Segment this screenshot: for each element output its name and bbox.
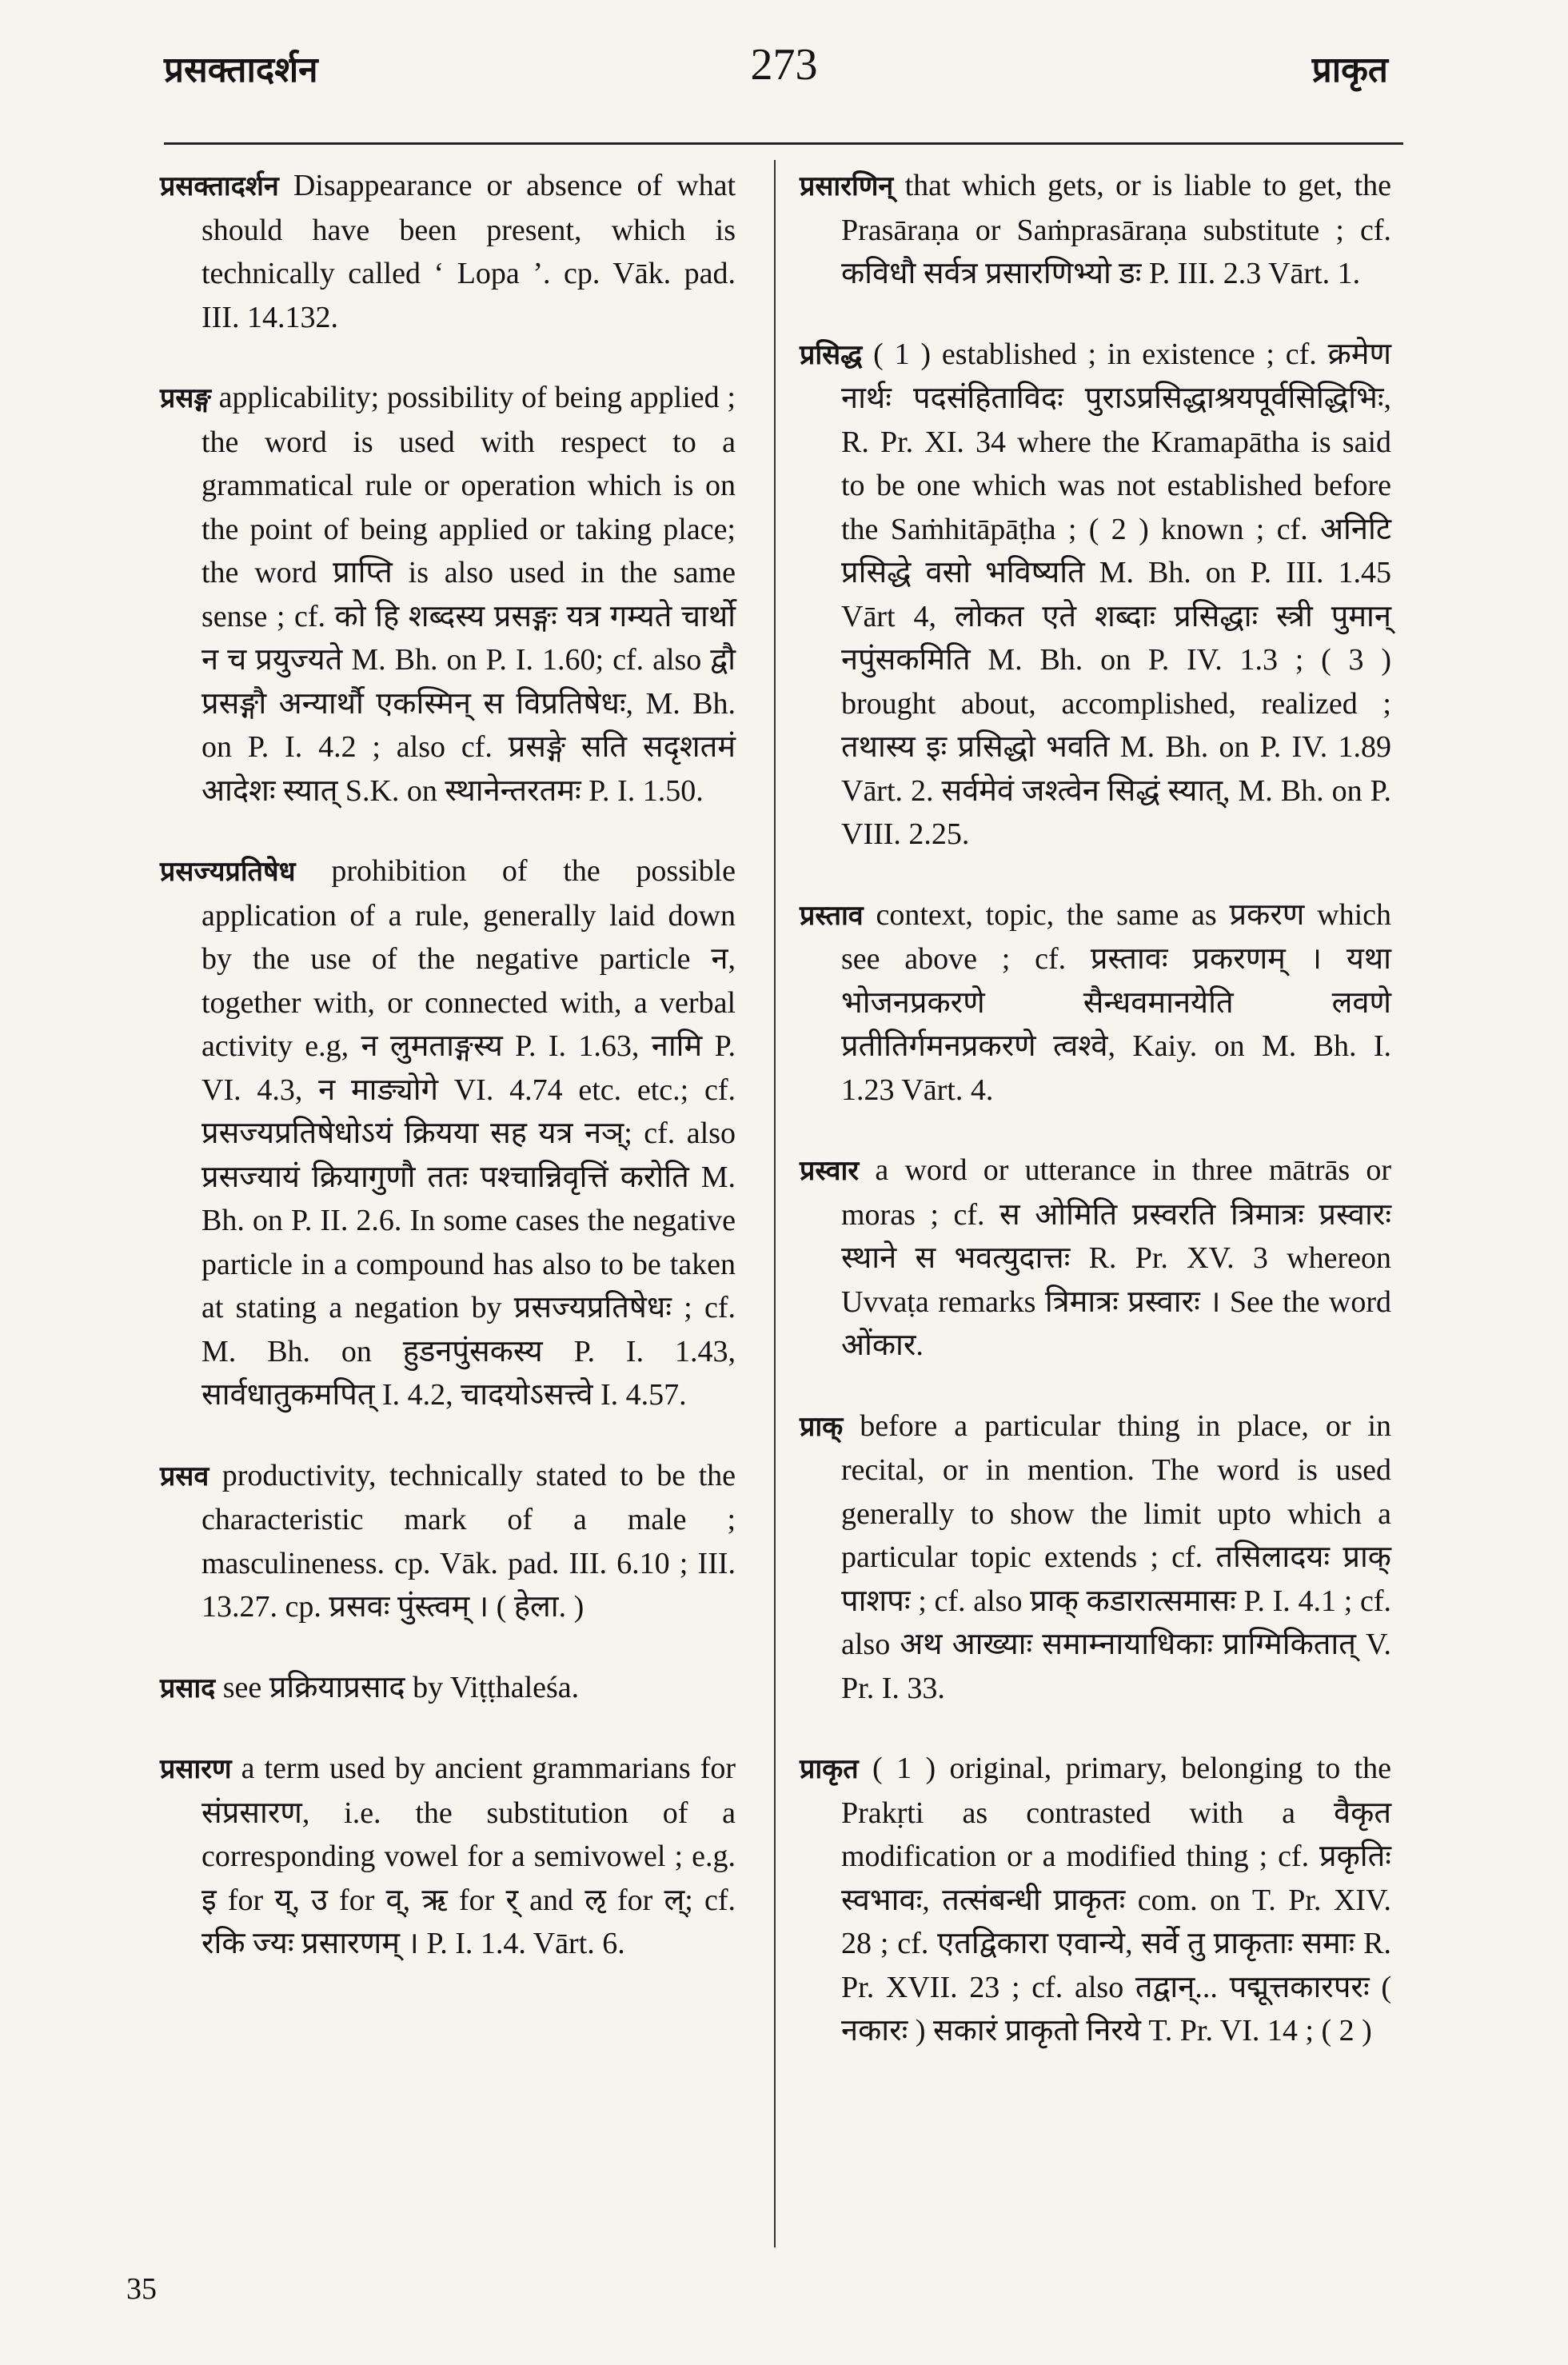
entry-definition: a term used by ancient grammarians for संप्रसारण, i.e. the substitution of a corresponding vowel for a semivowel ; e.g. इ for य्, उ for व्, ऋ for र् and ऌ for ल्; cf. रकि ज्यः प्रसारणम् । P. I. 1.4. Vārt. 6. [201,1752,736,1960]
entry-headword: प्रसिद्ध [800,338,863,371]
entry-definition: a word or utterance in three mātrās or moras ; cf. स ओमिति प्रस्वरति त्रिमात्रः प्रस्वारः स्थाने स भवत्युदात्तः R. Pr. XV. 3 whereon Uvvaṭa remarks त्रिमात्रः प्रस्वारः । See the word ओंकार. [841,1153,1391,1362]
entry-definition: Disappearance or absence of what should have been present, which is technically called ‘ Lopa ’. cp. Vāk. pad. III. 14.132. [201,169,736,334]
entry-headword: प्राकृत [800,1753,859,1785]
entry-definition: ( 1 ) original, primary, belonging to the Prakṛti as contrasted with a वैकृत modification or a modified thing ; cf. प्रकृतिः स्वभावः, तत्संबन्धी प्राकृतः com. on T. Pr. XIV. 28 ; cf. एतद्विकारा एवान्ये, सर्वे तु प्राकृताः समाः R. Pr. XVII. 23 ; cf. also तद्वान्... पद्मूत्तकारपरः ( नकारः ) सकारं प्राकृतो निरये T. Pr. VI. 14 ; ( 2 ) [841,1752,1391,2047]
left-column [160,164,736,2003]
entry-definition: context, topic, the same as प्रकरण which see above ; cf. प्रस्तावः प्रकरणम् । यथा भोजनप्रकरणे सैन्धवमानयेति लवणे प्रतीतिर्गमनप्रकरणे त्वश्वे, Kaiy. on M. Bh. I. 1.23 Vārt. 4. [841,897,1391,1107]
entry-definition: applicability; possibility of being applied ; the word is used with respect to a grammatical rule or operation which is on the point of being applied or taking place; the word प्राप्ति is also used in the same sense ; cf. को हि शब्दस्य प्रसङ्गः यत्र गम्यते चार्थो न च प्रयुज्यते M. Bh. on P. I. 1.60; cf. also द्वौ प्रसङ्गौ अन्यार्थौ एकस्मिन् स विप्रतिषेधः, M. Bh. on P. I. 4.2 ; also cf. प्रसङ्गे सति सदृशतमं आदेशः स्यात् S.K. on स्थानेन्तरतमः P. I. 1.50. [201,381,736,808]
entry-headword: प्रसङ्ग [160,382,211,414]
right-column [800,164,1391,2090]
running-head-left: प्रसक्तादर्शन [164,50,318,90]
running-head-right: प्राकृत [1311,50,1388,90]
entry-headword: प्रस्वार [800,1155,860,1187]
entry-definition: prohibition of the possible application of a rule, generally laid down by the use of the negative particle न, together with, or connected with, a verbal activity e.g, न लुमताङ्गस्य P. I. 1.63, नामि P. VI. 4.3, न माङ्योगे VI. 4.74 etc. etc.; cf. प्रसज्यप्रतिषेधोऽयं क्रियया सह यत्र नञ्; cf. also प्रसज्यायं क्रियागुणौ ततः पश्चान्निवृत्तिं करोति M. Bh. on P. II. 2.6. In some cases the negative particle in a compound has also to be taken at stating a negation by प्रसज्यप्रतिषेधः ; cf. M. Bh. on हुडनपुंसकस्य P. I. 1.43, सार्वधातुकमपित् I. 4.2, चादयोऽसत्त्वे I. 4.57. [201,854,736,1412]
entry-definition: ( 1 ) established ; in existence ; cf. क्रमेण नार्थः पदसंहिताविदः पुराऽप्रसिद्धाश्रयपूर्वसिद्धिभिः, R. Pr. XI. 34 where the Kramapātha is said to be one which was not established before the Saṁhitāpāṭha ; ( 2 ) known ; cf. अनिटि प्रसिद्धे वसो भविष्यति M. Bh. on P. III. 1.45 Vārt 4, लोकत एते शब्दाः प्रसिद्धाः स्त्री पुमान् नपुंसकमिति M. Bh. on P. IV. 1.3 ; ( 3 ) brought about, accomplished, realized ; तथास्य इः प्रसिद्धो भवति M. Bh. on P. IV. 1.89 Vārt. 2. सर्वमेवं जश्त्वेन सिद्धं स्यात्, M. Bh. on P. VIII. 2.25. [841,337,1391,851]
header-rule [164,142,1403,145]
page-header [0,40,1568,108]
entry-headword: प्राक् [800,1410,844,1443]
entry-definition: before a particular thing in place, or in recital, or in mention. The word is used generally to show the limit upto which a particular topic extends ; cf. तसिलादयः प्राक् पाशपः ; cf. also प्राक् कडारात्समासः P. I. 4.1 ; cf. also अथ आख्याः समाम्नायाधिकाः प्राग्मिकितात् V. Pr. I. 33. [841,1408,1392,1705]
entry-definition: see प्रक्रियाप्रसाद by Viṭṭhaleśa. [222,1670,580,1704]
dictionary-entry [160,164,736,339]
page-number: 273 [750,40,818,90]
entry-headword: प्रसज्यप्रतिषेध [160,856,296,888]
dictionary-entry [800,1149,1391,1368]
dictionary-entry [800,333,1391,857]
entry-headword: प्रसारणिन् [800,170,894,202]
dictionary-entry [160,1747,736,1966]
dictionary-entry [160,376,736,813]
dictionary-entry [800,1747,1391,2053]
dictionary-entry [800,1404,1391,1711]
column-divider [774,160,776,2247]
dictionary-entry [800,893,1391,1113]
entry-headword: प्रस्ताव [800,899,864,932]
entry-definition: that which gets, or is liable to get, the Prasāraṇa or Saṁprasāraṇa substitute ; cf. कविधौ सर्वत्र प्रसारणिभ्यो डः P. III. 2.3 Vārt. 1. [841,169,1391,290]
entry-definition: productivity, technically stated to be the characteristic mark of a male ; masculineness. cp. Vāk. pad. III. 6.10 ; III. 13.27. cp. प्रसवः पुंस्त्वम् । ( हेला. ) [201,1458,736,1624]
dictionary-entry [160,1666,736,1711]
signature-mark: 35 [126,2272,157,2306]
entry-headword: प्रसाद [160,1672,216,1704]
dictionary-entry [160,849,736,1417]
entry-headword: प्रसव [160,1460,209,1492]
entry-headword: प्रसक्तादर्शन [160,170,279,202]
dictionary-entry [800,164,1391,296]
dictionary-entry [160,1454,736,1629]
entry-headword: प्रसारण [160,1753,232,1785]
